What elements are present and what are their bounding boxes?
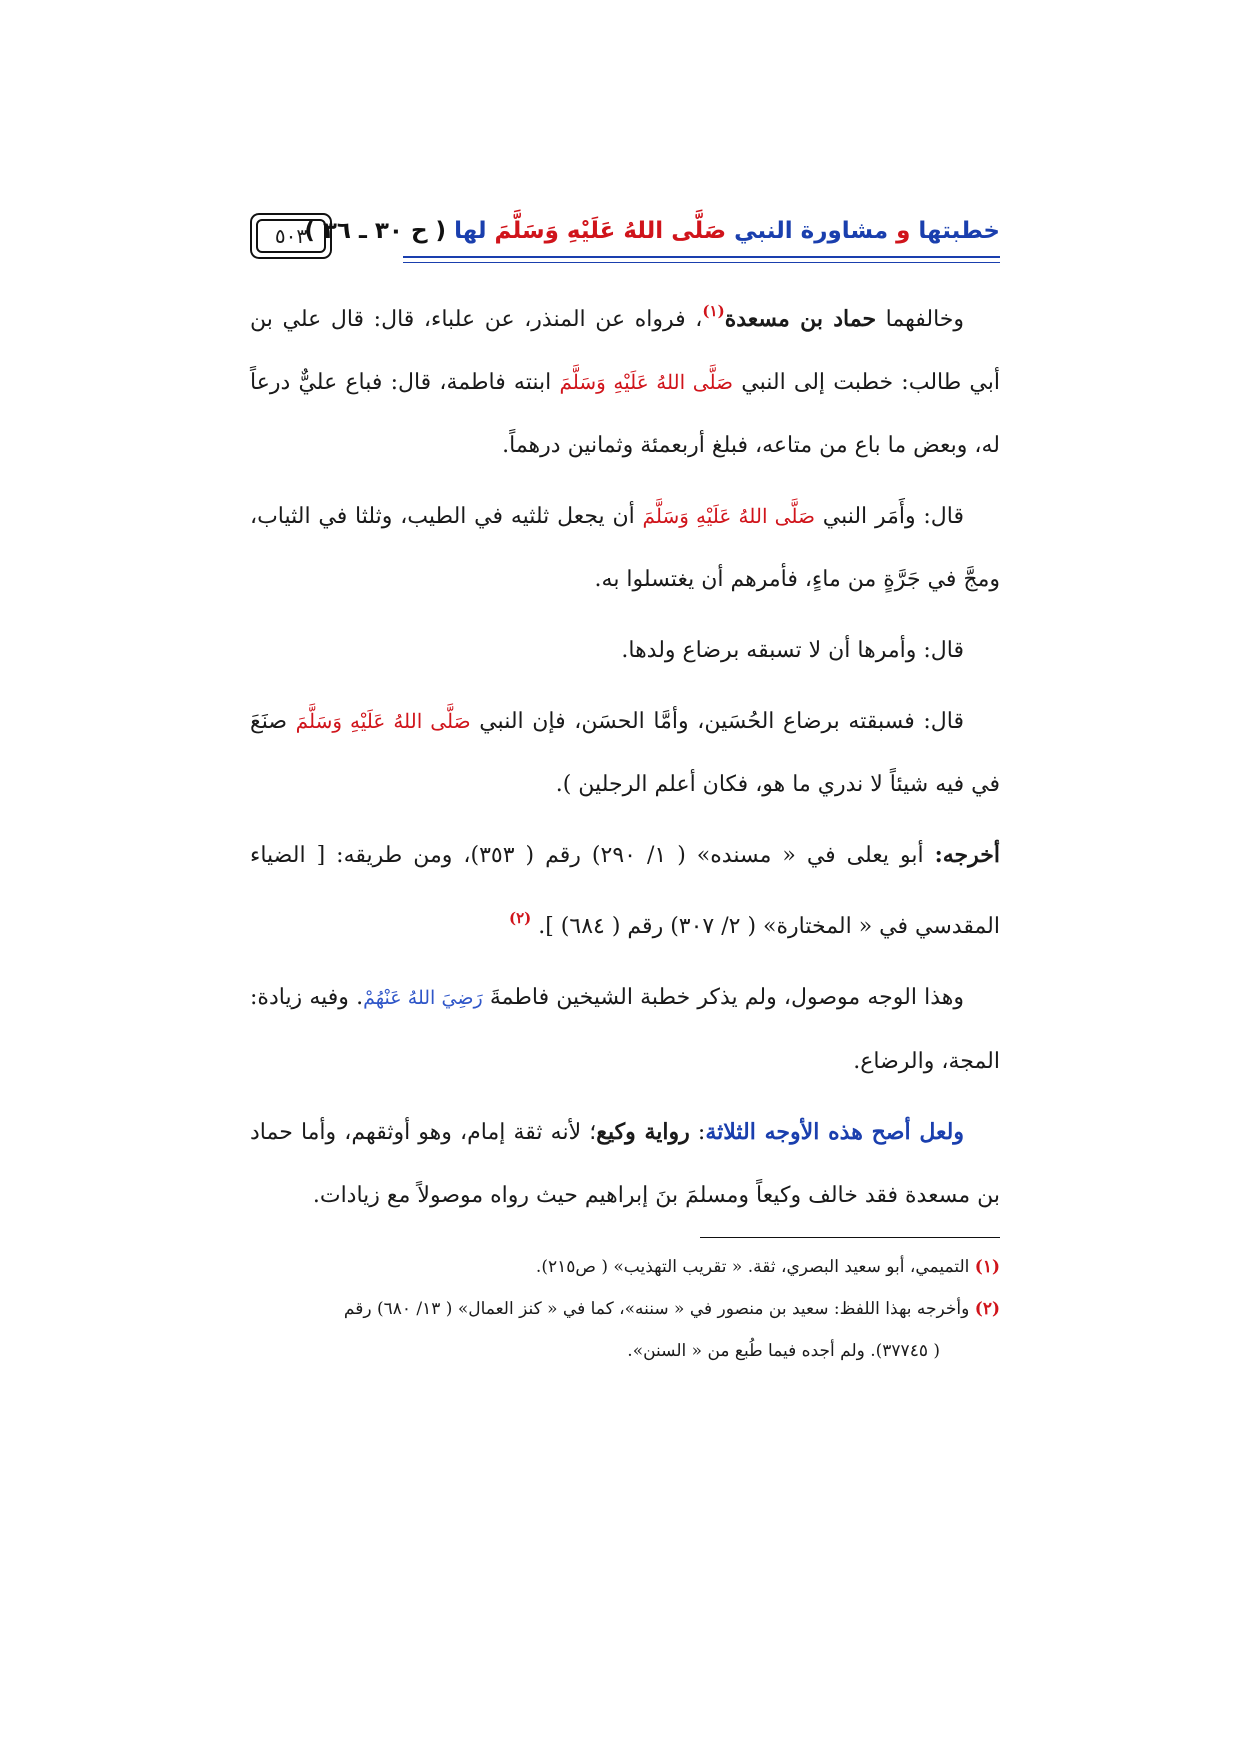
p2-text-a: قال: وأَمَر النبي <box>822 504 965 529</box>
footnote-2-number: (٢) <box>974 1299 1000 1319</box>
footnote-2-continuation <box>250 1330 1000 1372</box>
footnote-2 <box>250 1288 1000 1330</box>
paragraph-4 <box>250 690 1000 816</box>
footnote-2-text: وأخرجه بهذا اللفظ: سعيد بن منصور في « سننه»، كما في « كنز العمال» ( ١٣/ ٦٨٠) رقم <box>343 1299 970 1319</box>
paragraph-6 <box>250 966 1000 1093</box>
header-title-part2: مشاورة النبي <box>734 218 889 244</box>
p3-text: قال: وأمرها أن لا تسبقه برضاع ولدها. <box>621 638 964 663</box>
header-hadith-range: ( ح ٣٠ ـ ٣٦ ) <box>304 218 447 244</box>
p1-text-c: ابنته فاطمة، قال: فباع عليٌّ درعاً له، وبعض ما باع من متاعه، فبلغ أربعمئة وثمانين درهماً. <box>250 370 1000 458</box>
footnote-ref-2[interactable]: (٢) <box>508 909 532 927</box>
footnote-1-number: (١) <box>974 1257 1000 1277</box>
p7-text: ؛ لأنه ثقة إمام، وهو أوثقهم، وأما حماد بن مسعدة فقد خالف وكيعاً ومسلمَ بنَ إبراهيم حيث رواه موصولاً مع زيادات. <box>250 1120 1000 1208</box>
page-number: ٥٠٣ <box>256 219 326 253</box>
p7-bold: رواية وكيع <box>596 1119 690 1145</box>
main-text <box>250 280 1000 1227</box>
page-number-box <box>250 213 332 259</box>
paragraph-2 <box>250 485 1000 611</box>
p2-text-b: أن يجعل ثلثيه في الطيب، وثلثا في الثياب، ومجَّ في جَرَّةٍ من ماءٍ، فأمرهم أن يغتسلوا به. <box>250 504 1000 592</box>
header-rule <box>403 256 1000 263</box>
footnote-ref-1[interactable]: (١) <box>702 302 725 320</box>
p5-text: أبو يعلى في « مسنده» ( ١/ ٢٩٠) رقم ( ٣٥٣)، ومن طريقه: [ الضياء المقدسي في « المختارة» ( ٢/ ٣٠٧) رقم ( ٦٨٤) ]. <box>250 843 1000 939</box>
running-header <box>250 210 1000 270</box>
paragraph-5 <box>250 824 1000 958</box>
p1-narrator-name: حماد بن مسعدة <box>724 306 877 332</box>
p4-text-a: قال: فسبقته برضاع الحُسَين، وأمَّا الحسَن، فإن النبي <box>479 709 964 734</box>
p1-text-a: وخالفهما <box>885 307 964 332</box>
footnote-separator <box>700 1237 1000 1238</box>
book-page <box>250 210 1000 1372</box>
p7-colon: : <box>697 1120 706 1145</box>
p2-honorific: صَلَّى اللهُ عَلَيْهِ وَسَلَّمَ <box>642 504 815 528</box>
footnote-1-text: التميمي، أبو سعيد البصري، ثقة. « تقريب التهذيب» ( ص٢١٥). <box>535 1257 970 1277</box>
header-title-conj: و <box>896 218 911 244</box>
p5-label: أخرجه: <box>934 842 1000 868</box>
p6-text-b: . وفيه زيادة: المجة، والرضاع. <box>250 985 1000 1074</box>
p1-honorific: صَلَّى اللهُ عَلَيْهِ وَسَلَّمَ <box>559 370 734 394</box>
header-title-part3: لها <box>454 218 487 244</box>
footnote-1 <box>250 1246 1000 1288</box>
paragraph-7 <box>250 1101 1000 1227</box>
header-title <box>304 218 1000 244</box>
p6-honorific: رَضِيَ اللهُ عَنْهُمْ <box>363 987 483 1009</box>
paragraph-3 <box>250 619 1000 682</box>
footnote-2-text-cont: ( ٣٧٧٤٥). ولم أجده فيما طُبع من « السنن». <box>627 1341 940 1361</box>
p1-text-b: ، فرواه عن المنذر، عن علباء، قال: قال علي بن أبي طالب: خطبت إلى النبي <box>250 307 1001 395</box>
header-title-part1: خطبتها <box>918 218 1000 244</box>
p4-honorific: صَلَّى اللهُ عَلَيْهِ وَسَلَّمَ <box>295 709 471 733</box>
p4-text-b: صنَعَ في فيه شيئاً لا ندري ما هو، فكان أعلم الرجلين ). <box>250 709 1000 797</box>
header-honorific: صَلَّى اللهُ عَلَيْهِ وَسَلَّمَ <box>494 218 727 244</box>
p7-lead: ولعل أصح هذه الأوجه الثلاثة <box>705 1119 964 1145</box>
p6-text-a: وهذا الوجه موصول، ولم يذكر خطبة الشيخين فاطمةَ <box>489 985 964 1010</box>
footnotes <box>250 1246 1000 1372</box>
paragraph-1 <box>250 280 1000 477</box>
